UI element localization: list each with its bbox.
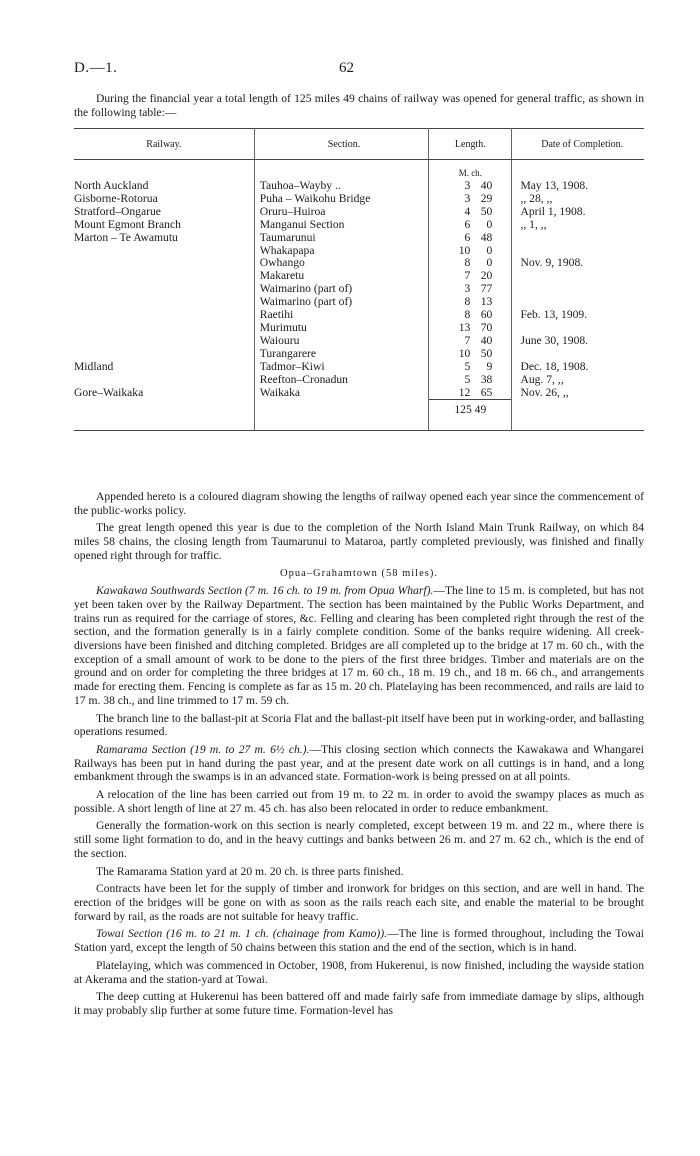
length-miles: 12	[458, 385, 471, 399]
length-chains: 0	[486, 217, 493, 231]
section-name: Reefton–Cronadun	[259, 372, 348, 386]
length-miles: 5	[464, 359, 471, 373]
table-row	[74, 270, 644, 283]
page-number: 62	[339, 60, 354, 76]
completion-date: May 13, 1908.	[520, 179, 589, 192]
cell-section	[254, 374, 428, 387]
section-name: Puha – Waikohu Bridge	[259, 191, 371, 205]
completion-date: ,, 1, ,,	[520, 217, 547, 231]
length-miles: 3	[464, 282, 471, 296]
section-name: Oruru–Huiroa	[259, 204, 326, 218]
length-chains: 60	[480, 308, 493, 322]
length-miles: 7	[464, 333, 471, 347]
total-row	[74, 400, 644, 421]
length-miles: 10	[458, 243, 471, 257]
paragraph: The great length opened this year is due to the completion of the North Island Main Trunk Railway, on which 84 miles 58 chains, the closing length from Taumarunui to Mataroa, partly completed previously, was finished and finally opened right through for traffic.	[74, 521, 644, 562]
cell-railway	[74, 270, 254, 283]
section-name: Tadmor–Kiwi	[259, 359, 325, 373]
cell-length	[429, 232, 512, 245]
railway-name: Gisborne-Rotorua	[74, 191, 158, 205]
cell-date	[512, 387, 644, 400]
length-miles: 8	[464, 295, 471, 309]
paragraph: The deep cutting at Hukerenui has been battered off and made fairly safe from immediate damage by slips, although it may probably slip further at some future time. Formation-level has	[74, 990, 644, 1017]
cell-date	[512, 232, 644, 245]
cell-railway	[74, 374, 254, 387]
length-chains: 77	[480, 282, 493, 296]
table-row	[74, 309, 644, 322]
section-name: Manganui Section	[259, 217, 345, 231]
completion-date: Dec. 18, 1908.	[520, 359, 589, 373]
table-row	[74, 283, 644, 296]
header-length: Length.	[429, 129, 512, 160]
cell-length	[429, 296, 512, 309]
length-miles: 3	[464, 179, 471, 192]
table-row	[74, 387, 644, 400]
paragraph-text: —The line to 15 m. is completed, but has not yet been taken over by the Railway Department. The section has been maintained by the Public Works Department, and trains run as required for the carriage of stores, &c. Felling and clearing has been completed right through the rest of the section, and the formation generally is in a fairly complete condition. Some of the banks require widening. All creek-diversions have been finished and ditching completed. Bridges are all completed up to the bridge at 17 m. 60 ch., with the exception of a small amount of work to be done to the piers of the first three bridges. Timber and materials are on the ground and on order for completing the three bridges at 17 m. 60 ch., 18 m. 19 ch., and 18 m. 66 ch., and arrangements made for erecting them. Fencing is complete as far as 15 m. 20 ch. Platelaying has been recommenced, and rails are laid to 17 m. 38 ch., and line trimmed to 17 m. 59 ch.	[74, 584, 644, 707]
document-reference: D.—1.	[74, 60, 118, 76]
paragraph-title: Ramarama Section (19 m. to 27 m. 6½ ch.).	[96, 742, 310, 756]
paragraph: Contracts have been let for the supply of timber and ironwork for bridges on this section, and are well in hand. The erection of the bridges will be gone on with as soon as the rails reach each site, and enable the material to be brought forward by rail, as the roads are not suitable for heavy traffic.	[74, 882, 644, 923]
length-miles: 7	[464, 269, 471, 283]
section-name: Murimutu	[259, 320, 307, 334]
length-chains: 40	[480, 179, 493, 192]
length-miles: 5	[464, 372, 471, 386]
cell-railway	[74, 335, 254, 348]
table-row	[74, 257, 644, 270]
railway-name: Marton – Te Awamutu	[74, 230, 178, 244]
section-name: Makaretu	[259, 269, 305, 283]
cell-railway	[74, 232, 254, 245]
table-row	[74, 232, 644, 245]
length-units: M. ch.	[429, 166, 512, 180]
completion-date: Feb. 13, 1909.	[520, 308, 588, 322]
length-chains: 0	[486, 256, 493, 270]
cell-railway	[74, 387, 254, 400]
length-chains: 0	[486, 243, 493, 257]
completion-date: April 1, 1908.	[520, 204, 586, 218]
section-name: Taumarunui	[259, 230, 316, 244]
table-row	[74, 335, 644, 348]
length-miles: 4	[464, 204, 471, 218]
header-section: Section.	[254, 129, 428, 160]
completion-date: Nov. 9, 1908.	[520, 256, 584, 270]
cell-railway	[74, 296, 254, 309]
cell-length	[429, 309, 512, 322]
railway-table	[74, 128, 644, 431]
length-chains: 38	[480, 372, 493, 386]
length-miles: 6	[464, 217, 471, 231]
paragraph	[74, 584, 644, 707]
paragraph-title: Towai Section (16 m. to 21 m. 1 ch. (chainage from Kamo)).	[96, 927, 388, 941]
cell-length	[429, 322, 512, 335]
paragraph: A relocation of the line has been carried out from 19 m. to 22 m. in order to avoid the swampy places as much as possible. A short length of line at 27 m. 45 ch. has also been relocated in order to reduce embankment.	[74, 788, 644, 815]
cell-railway	[74, 322, 254, 335]
cell-date	[512, 219, 644, 232]
section-name: Turangarere	[259, 346, 316, 360]
paragraph-text: —The line is formed throughout, including the Towai Station yard, except the length of 50 chains between this station and the end of the section, which is in hand.	[74, 927, 644, 955]
completion-date: Aug. 7, ,,	[520, 372, 564, 386]
length-chains: 9	[486, 359, 493, 373]
section-name: Waimarino (part of)	[259, 282, 353, 296]
cell-railway	[74, 309, 254, 322]
cell-railway	[74, 257, 254, 270]
cell-date	[512, 309, 644, 322]
paragraph: Platelaying, which was commenced in October, 1908, from Hukerenui, is now finished, including the wayside station at Akerama and the station-yard at Towai.	[74, 958, 644, 986]
completion-date: June 30, 1908.	[520, 333, 589, 347]
length-chains: 50	[480, 204, 493, 218]
cell-date	[512, 335, 644, 348]
railway-name: Midland	[74, 359, 114, 373]
cell-date	[512, 270, 644, 283]
completion-date: ,, 28, ,,	[520, 191, 553, 205]
section-name: Waimarino (part of)	[259, 295, 353, 309]
paragraph-text: —This closing section which connects the Kawakawa and Whangarei Railways has been put in hand during the past year, and at the present date work on all cuttings is in hand, and a long embankment through the swamps is in an advanced state. Formation-work is being pressed on at all points.	[74, 742, 644, 784]
header-date: Date of Completion.	[512, 129, 644, 160]
cell-length	[429, 361, 512, 374]
table-row	[74, 374, 644, 387]
length-miles: 13	[458, 320, 471, 334]
length-chains: 48	[480, 230, 493, 244]
cell-date	[512, 257, 644, 270]
length-miles: 3	[464, 191, 471, 205]
section-name: Waiouru	[259, 333, 300, 347]
length-miles: 6	[464, 230, 471, 244]
railway-name: Mount Egmont Branch	[74, 217, 181, 231]
cell-length	[429, 387, 512, 400]
length-chains: 50	[480, 346, 493, 360]
railway-name: Gore–Waikaka	[74, 385, 144, 399]
section-name: Tauhoa–Wayby ..	[259, 179, 341, 192]
length-chains: 65	[480, 385, 493, 399]
section-name: Waikaka	[259, 385, 301, 399]
length-miles: 10	[458, 346, 471, 360]
cell-length	[429, 245, 512, 258]
cell-date	[512, 283, 644, 296]
section-heading: Opua–Grahamtown (58 miles).	[280, 567, 438, 579]
railway-name: Stratford–Ongarue	[74, 204, 161, 218]
body-text	[74, 490, 644, 1022]
header-railway: Railway.	[74, 129, 254, 160]
length-chains: 40	[480, 333, 493, 347]
cell-length	[429, 283, 512, 296]
section-name: Raetihi	[259, 308, 294, 322]
paragraph	[74, 927, 644, 954]
cell-railway	[74, 361, 254, 374]
cell-length	[429, 206, 512, 219]
length-chains: 20	[480, 269, 493, 283]
paragraph	[74, 743, 644, 784]
length-miles: 8	[464, 308, 471, 322]
cell-length	[429, 193, 512, 206]
cell-length	[429, 180, 512, 193]
length-miles: 8	[464, 256, 471, 270]
cell-length	[429, 257, 512, 270]
cell-railway	[74, 283, 254, 296]
intro-paragraph: During the financial year a total length of 125 miles 49 chains of railway was opened for general traffic, as shown in the following table:—	[74, 92, 644, 119]
paragraph: Generally the formation-work on this section is nearly completed, except between 19 m. and 22 m., where there is still some light formation to do, and in the heavy cuttings and banks between 26 m. and 27 m. 62 ch., which is the end of the section.	[74, 819, 644, 860]
railway-name: North Auckland	[74, 179, 149, 192]
paragraph-title: Kawakawa Southwards Section (7 m. 16 ch. to 19 m. from Opua Wharf).	[96, 584, 434, 598]
completion-date: Nov. 26, ,,	[520, 385, 569, 399]
section-name: Whakapapa	[259, 243, 315, 257]
length-chains: 13	[480, 295, 493, 309]
cell-date	[512, 374, 644, 387]
paragraph: The branch line to the ballast-pit at Scoria Flat and the ballast-pit itself have been put in working-order, and ballasting operations resumed.	[74, 711, 644, 739]
section-name: Owhango	[259, 256, 305, 270]
paragraph: The Ramarama Station yard at 20 m. 20 ch. is three parts finished.	[96, 864, 404, 878]
length-chains: 70	[480, 320, 493, 334]
cell-length	[429, 335, 512, 348]
cell-length	[429, 374, 512, 387]
length-chains: 29	[480, 191, 493, 205]
cell-railway	[74, 245, 254, 258]
total-length: 125 49	[429, 400, 512, 421]
cell-section	[254, 387, 428, 400]
cell-length	[429, 348, 512, 361]
cell-length	[429, 219, 512, 232]
cell-length	[429, 270, 512, 283]
paragraph: Appended hereto is a coloured diagram showing the lengths of railway opened each year since the commencement of the public-works policy.	[74, 490, 644, 517]
